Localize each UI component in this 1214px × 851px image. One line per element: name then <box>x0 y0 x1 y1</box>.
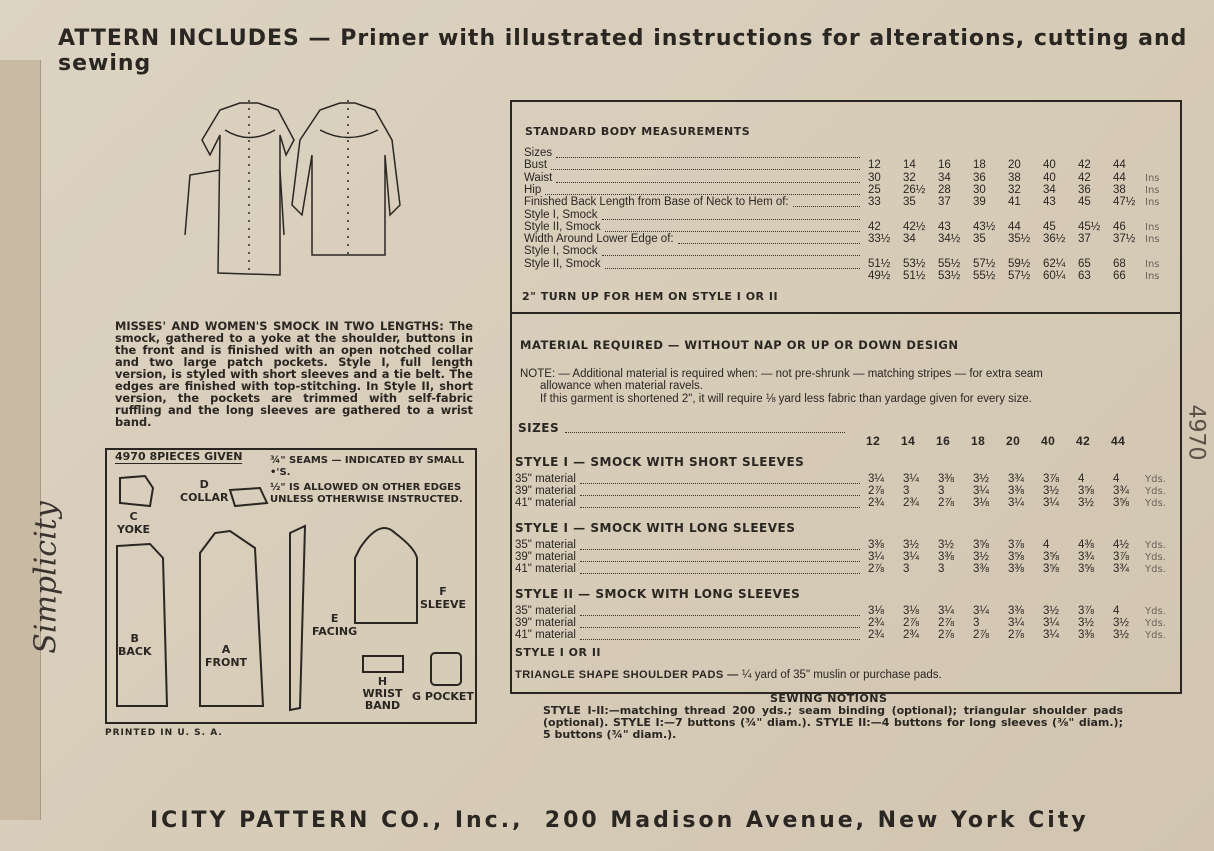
unit-label: Yds. <box>1145 564 1166 575</box>
material-note-2: allowance when material ravels. <box>540 380 703 392</box>
dot-leader <box>793 206 860 207</box>
table-cell: 3¾ <box>1113 485 1129 497</box>
piece-letter: G <box>412 690 422 703</box>
row-label: 39" material <box>515 617 576 629</box>
header-subtitle: — Primer with illustrated instructions for alterations, cutting and sewing <box>58 26 1188 76</box>
dot-leader <box>678 243 860 244</box>
size-header: 14 <box>901 434 916 448</box>
table-cell: 2⅞ <box>1008 629 1024 641</box>
facing-label <box>312 612 357 638</box>
row-label: Style II, Smock <box>524 257 601 270</box>
row-label: 41" material <box>515 563 576 575</box>
table-cell: 3½ <box>973 551 989 563</box>
table-cell: 45 <box>1043 220 1056 233</box>
front-label <box>205 643 247 669</box>
row-label: Finished Back Length from Base of Neck to Hem of: <box>524 196 789 209</box>
table-cell: 3¼ <box>938 605 954 617</box>
sizes-label: SIZES <box>518 421 560 435</box>
table-cell: 51½ <box>903 270 926 282</box>
size-header: 20 <box>1006 434 1021 448</box>
table-cell: 3¼ <box>1043 617 1059 629</box>
table-cell: 2⅞ <box>868 485 884 497</box>
table-cell: 3¼ <box>1043 497 1059 509</box>
dot-leader <box>580 615 860 616</box>
hem-note: 2" TURN UP FOR HEM ON STYLE I OR II <box>522 290 779 303</box>
yoke-piece <box>120 476 153 506</box>
table-cell: 37 <box>938 196 951 209</box>
table-cell: 3 <box>903 485 910 497</box>
table-cell: 3¼ <box>903 551 919 563</box>
table-cell: 3¼ <box>1008 497 1024 509</box>
piece-name: POCKET <box>424 690 474 703</box>
table-cell: 3½ <box>1078 617 1094 629</box>
dot-leader <box>602 219 861 220</box>
table-cell: 38 <box>1113 183 1126 196</box>
table-cell: 43 <box>938 220 951 233</box>
table-cell: 37½ <box>1113 233 1136 246</box>
dot-leader <box>580 561 860 562</box>
row-label: 35" material <box>515 605 576 617</box>
unit-label: Yds. <box>1145 630 1166 641</box>
table-cell: 47½ <box>1113 196 1136 209</box>
section-title: STYLE I — SMOCK WITH LONG SLEEVES <box>515 521 796 535</box>
table-cell: 4 <box>1113 473 1120 485</box>
printed-in-usa: PRINTED IN U. S. A. <box>105 728 223 738</box>
size-header: 16 <box>936 434 951 448</box>
table-cell: 3⅜ <box>1008 485 1024 497</box>
table-cell: 14 <box>903 159 916 172</box>
table-cell: 42½ <box>903 220 926 233</box>
table-cell: 3 <box>973 617 980 629</box>
description-title: MISSES' AND WOMEN'S SMOCK IN TWO LENGTHS: <box>115 319 444 333</box>
row-label: 41" material <box>515 629 576 641</box>
dot-leader <box>580 507 860 508</box>
sleeve-piece <box>355 528 417 623</box>
row-label: Style II, Smock <box>524 220 601 233</box>
table-cell: 3⅜ <box>938 473 954 485</box>
table-cell: 2¾ <box>868 629 884 641</box>
table-cell: 39 <box>973 196 986 209</box>
table-cell: 3⅜ <box>1078 629 1094 641</box>
section-title: STYLE II — SMOCK WITH LONG SLEEVES <box>515 587 801 601</box>
table-cell: 4½ <box>1113 539 1129 551</box>
piece-name: YOKE <box>117 523 150 536</box>
table-cell: 30 <box>868 171 881 184</box>
pads-text: ¼ yard of 35" muslin or purchase pads. <box>742 669 942 681</box>
table-cell: 3¼ <box>868 551 884 563</box>
table-cell: 42 <box>1078 171 1091 184</box>
table-cell: 3⅞ <box>1043 473 1059 485</box>
wrist-band-label <box>360 676 405 712</box>
table-cell: 44 <box>1113 159 1126 172</box>
table-cell: 42 <box>1078 159 1091 172</box>
table-cell: 34 <box>1043 183 1056 196</box>
row-label: Bust <box>524 159 548 172</box>
table-cell: 16 <box>938 159 951 172</box>
table-cell: 28 <box>938 183 951 196</box>
row-label: Style I, Smock <box>524 208 598 221</box>
back-label <box>118 632 152 658</box>
table-cell: 3¼ <box>903 473 919 485</box>
body-measurements-title: STANDARD BODY MEASUREMENTS <box>525 125 751 138</box>
piece-name: BACK <box>118 645 152 658</box>
table-cell: 4 <box>1078 473 1085 485</box>
dot-leader <box>545 194 860 195</box>
dot-leader <box>605 231 860 232</box>
unit-label: Yds. <box>1145 552 1166 563</box>
table-cell: 41 <box>1008 196 1021 209</box>
size-header: 12 <box>866 434 881 448</box>
piece-letter: A <box>221 643 231 656</box>
table-cell: 3¼ <box>973 485 989 497</box>
front-piece <box>200 531 263 706</box>
table-cell: 3¾ <box>1008 473 1024 485</box>
table-cell: 36 <box>973 171 986 184</box>
table-cell: 57½ <box>1008 270 1031 282</box>
dot-leader <box>605 268 860 269</box>
unit-label: Ins <box>1145 184 1160 196</box>
table-cell: 3⅜ <box>1008 605 1024 617</box>
pieces-header: 4970 8PIECES GIVEN <box>115 450 243 463</box>
table-cell: 3⅛ <box>973 497 989 509</box>
dot-leader <box>556 182 860 183</box>
piece-letter: B <box>130 632 139 645</box>
table-cell: 30 <box>973 183 986 196</box>
table-cell: 68 <box>1113 257 1126 270</box>
table-cell: 44 <box>1113 171 1126 184</box>
table-cell: 36½ <box>1043 233 1066 246</box>
brand-logo: Simplicity <box>28 501 64 654</box>
table-cell: 40 <box>1043 171 1056 184</box>
table-cell: 34 <box>903 233 916 246</box>
table-cell: 53½ <box>903 257 926 270</box>
table-cell: 2¾ <box>903 497 919 509</box>
piece-letter: E <box>330 612 339 625</box>
size-header: 40 <box>1041 434 1056 448</box>
table-cell: 3½ <box>1043 485 1059 497</box>
garment-illustrations <box>180 95 410 280</box>
table-cell: 2⅞ <box>868 563 884 575</box>
footer-company: ICITY PATTERN CO., Inc., <box>150 808 524 833</box>
table-cell: 3¾ <box>1078 551 1094 563</box>
collar-piece <box>230 488 267 506</box>
table-cell: 59½ <box>1008 257 1031 270</box>
piece-letter: F <box>439 585 447 598</box>
table-cell: 32 <box>1008 183 1021 196</box>
dot-leader <box>580 495 860 496</box>
footer-banner <box>150 808 1089 833</box>
table-cell: 4⅜ <box>1078 539 1094 551</box>
seams-note-2: ½" IS ALLOWED ON OTHER EDGES UNLESS OTHERWISE INSTRUCTED. <box>270 482 463 505</box>
back-piece <box>117 544 167 706</box>
table-cell: 12 <box>868 159 881 172</box>
table-cell: 3⅝ <box>973 539 989 551</box>
style-1-smock-drawing <box>185 100 294 275</box>
dot-leader <box>580 549 860 550</box>
dot-leader <box>580 483 860 484</box>
table-cell: 3½ <box>1043 605 1059 617</box>
table-cell: 3½ <box>1113 629 1129 641</box>
notions-title: SEWING NOTIONS <box>770 692 888 705</box>
table-cell: 3½ <box>1078 497 1094 509</box>
table-cell: 35½ <box>1008 233 1031 246</box>
table-cell: 51½ <box>868 257 891 270</box>
unit-label: Yds. <box>1145 606 1166 617</box>
table-cell: 18 <box>973 159 986 172</box>
side-pattern-number: 4970 <box>1183 404 1209 461</box>
pads-label: TRIANGLE SHAPE SHOULDER PADS — <box>515 669 739 681</box>
table-cell: 3¼ <box>868 473 884 485</box>
piece-name: COLLAR <box>180 491 229 504</box>
table-cell: 2¾ <box>868 617 884 629</box>
row-label: 39" material <box>515 485 576 497</box>
table-cell: 66 <box>1113 270 1126 282</box>
table-cell: 3⅝ <box>1043 551 1059 563</box>
dot-leader <box>556 157 860 158</box>
table-cell: 60¼ <box>1043 270 1066 282</box>
material-note-1: NOTE: — Additional material is required when: — not pre-shrunk — matching stripes — for extra seam <box>520 368 1043 380</box>
table-cell: 20 <box>1008 159 1021 172</box>
table-cell: 3⅛ <box>868 605 884 617</box>
unit-label: Ins <box>1145 197 1160 209</box>
description-body: The smock, gathered to a yoke at the shoulder, buttons in the front and is finished with an open notched collar and two large patch pockets. Style I, full length version, is styled with short sleeves and a tie belt. The edges are finished with top-stitching. In Style II, short version, the pockets are trimmed with self-fabric ruffling and the long sleeves are gathered to a wrist band. <box>115 319 474 429</box>
table-cell: 55½ <box>973 270 996 282</box>
size-header: 18 <box>971 434 986 448</box>
table-cell: 49½ <box>868 270 891 282</box>
piece-name: SLEEVE <box>420 598 466 611</box>
table-cell: 3 <box>938 563 945 575</box>
style-2-smock-drawing <box>292 100 400 255</box>
dot-leader <box>602 255 861 256</box>
pads-title: STYLE I OR II <box>515 646 602 659</box>
table-cell: 32 <box>903 171 916 184</box>
table-cell: 3½ <box>973 473 989 485</box>
size-header: 44 <box>1111 434 1126 448</box>
table-cell: 3½ <box>903 539 919 551</box>
header-banner <box>58 26 1214 76</box>
unit-label: Yds. <box>1145 498 1166 509</box>
row-label: 35" material <box>515 473 576 485</box>
table-cell: 3⅝ <box>1078 563 1094 575</box>
table-cell: 4 <box>1113 605 1120 617</box>
table-cell: 3⅜ <box>1008 563 1024 575</box>
section-title: STYLE I — SMOCK WITH SHORT SLEEVES <box>515 455 805 469</box>
table-cell: 2¾ <box>903 629 919 641</box>
table-cell: 46 <box>1113 220 1126 233</box>
table-cell: 3⅞ <box>1078 605 1094 617</box>
table-cell: 44 <box>1008 220 1021 233</box>
unit-label: Ins <box>1145 234 1160 246</box>
table-cell: 3⅜ <box>973 563 989 575</box>
table-cell: 65 <box>1078 257 1091 270</box>
table-cell: 35 <box>973 233 986 246</box>
table-cell: 25 <box>868 183 881 196</box>
unit-label: Yds. <box>1145 618 1166 629</box>
table-cell: 3⅜ <box>868 539 884 551</box>
table-cell: 3⅞ <box>1113 551 1129 563</box>
table-cell: 3¼ <box>1008 617 1024 629</box>
piece-name: FRONT <box>205 656 248 669</box>
pattern-description <box>115 320 473 428</box>
piece-letter: H <box>377 675 388 688</box>
table-cell: 4 <box>1043 539 1050 551</box>
facing-piece <box>290 526 305 710</box>
table-cell: 2⅞ <box>938 617 954 629</box>
unit-label: Yds. <box>1145 486 1166 497</box>
yoke-label <box>117 510 150 536</box>
piece-name: WRIST BAND <box>362 687 403 712</box>
row-label: 35" material <box>515 539 576 551</box>
table-cell: 33½ <box>868 233 891 246</box>
table-cell: 53½ <box>938 270 961 282</box>
unit-label: Ins <box>1145 271 1160 282</box>
table-cell: 63 <box>1078 270 1091 282</box>
size-header: 42 <box>1076 434 1091 448</box>
row-label: Waist <box>524 171 553 184</box>
dot-leader <box>580 639 860 640</box>
table-cell: 3¼ <box>973 605 989 617</box>
unit-label: Ins <box>1145 258 1160 270</box>
table-cell: 2⅞ <box>973 629 989 641</box>
envelope-flap <box>0 60 41 820</box>
table-cell: 57½ <box>973 257 996 270</box>
row-label: Width Around Lower Edge of: <box>524 233 674 246</box>
dot-leader <box>551 169 860 170</box>
table-cell: 2⅞ <box>903 617 919 629</box>
piece-name: FACING <box>312 625 358 638</box>
collar-label <box>180 478 228 504</box>
table-cell: 35 <box>903 196 916 209</box>
table-cell: 38 <box>1008 171 1021 184</box>
table-cell: 33 <box>868 196 881 209</box>
table-cell: 55½ <box>938 257 961 270</box>
table-cell: 2⅞ <box>938 629 954 641</box>
material-title: MATERIAL REQUIRED — WITHOUT NAP OR UP OR DOWN DESIGN <box>520 338 959 352</box>
table-cell: 45 <box>1078 196 1091 209</box>
table-cell: 3 <box>938 485 945 497</box>
sleeve-label <box>420 585 466 611</box>
table-cell: 3⅞ <box>1008 539 1024 551</box>
material-note-3: If this garment is shortened 2", it will require ⅛ yard less fabric than yardage given for every size. <box>540 393 1032 405</box>
pattern-piece-drawings <box>105 448 475 720</box>
dot-leader <box>580 573 860 574</box>
table-cell: 3¼ <box>1043 629 1059 641</box>
table-cell: 3½ <box>1113 617 1129 629</box>
pocket-label <box>412 690 474 703</box>
table-cell: 43½ <box>973 220 996 233</box>
table-cell: 3½ <box>938 539 954 551</box>
seams-note-1: ¾" SEAMS — INDICATED BY SMALL •'S. <box>270 455 465 478</box>
table-cell: 3 <box>903 563 910 575</box>
table-cell: 45½ <box>1078 220 1101 233</box>
row-label: Hip <box>524 183 542 196</box>
table-cell: 40 <box>1043 159 1056 172</box>
table-cell: 3⅜ <box>938 551 954 563</box>
unit-label: Ins <box>1145 172 1160 184</box>
table-cell: 36 <box>1078 183 1091 196</box>
dot-leader <box>580 627 860 628</box>
table-cell: 2⅞ <box>938 497 954 509</box>
divider <box>510 312 1180 314</box>
row-label: 41" material <box>515 497 576 509</box>
wrist-band-piece <box>363 656 403 672</box>
table-cell: 34½ <box>938 233 961 246</box>
pocket-piece <box>431 653 461 685</box>
row-label: 39" material <box>515 551 576 563</box>
table-cell: 26½ <box>903 183 926 196</box>
table-cell: 3⅝ <box>1113 497 1129 509</box>
table-cell: 3¾ <box>1113 563 1129 575</box>
unit-label: Ins <box>1145 221 1160 233</box>
table-cell: 3⅝ <box>1043 563 1059 575</box>
piece-letter: D <box>199 478 209 491</box>
table-cell: 3⅝ <box>1008 551 1024 563</box>
footer-address: 200 Madison Avenue, New York City <box>544 808 1089 833</box>
table-cell: 37 <box>1078 233 1091 246</box>
table-cell: 34 <box>938 171 951 184</box>
piece-letter: C <box>129 510 138 523</box>
row-label: Sizes <box>524 147 553 159</box>
unit-label: Yds. <box>1145 474 1166 485</box>
table-cell: 2¾ <box>868 497 884 509</box>
header-title: ATTERN INCLUDES <box>58 26 300 51</box>
table-cell: 62¼ <box>1043 257 1066 270</box>
unit-label: Yds. <box>1145 540 1166 551</box>
table-cell: 42 <box>868 220 881 233</box>
dot-leader <box>565 432 845 433</box>
table-cell: 3⅝ <box>1078 485 1094 497</box>
table-cell: 43 <box>1043 196 1056 209</box>
table-cell: 3⅛ <box>903 605 919 617</box>
row-label: Style I, Smock <box>524 245 598 258</box>
notions-text: STYLE I-II:—matching thread 200 yds.; seam binding (optional); triangular shoulder pads (optional). STYLE I:—7 buttons (¾" diam.). STYLE II:—4 buttons for long sleeves (⅜" diam.); 5 buttons (¾" diam.). <box>543 704 1123 741</box>
